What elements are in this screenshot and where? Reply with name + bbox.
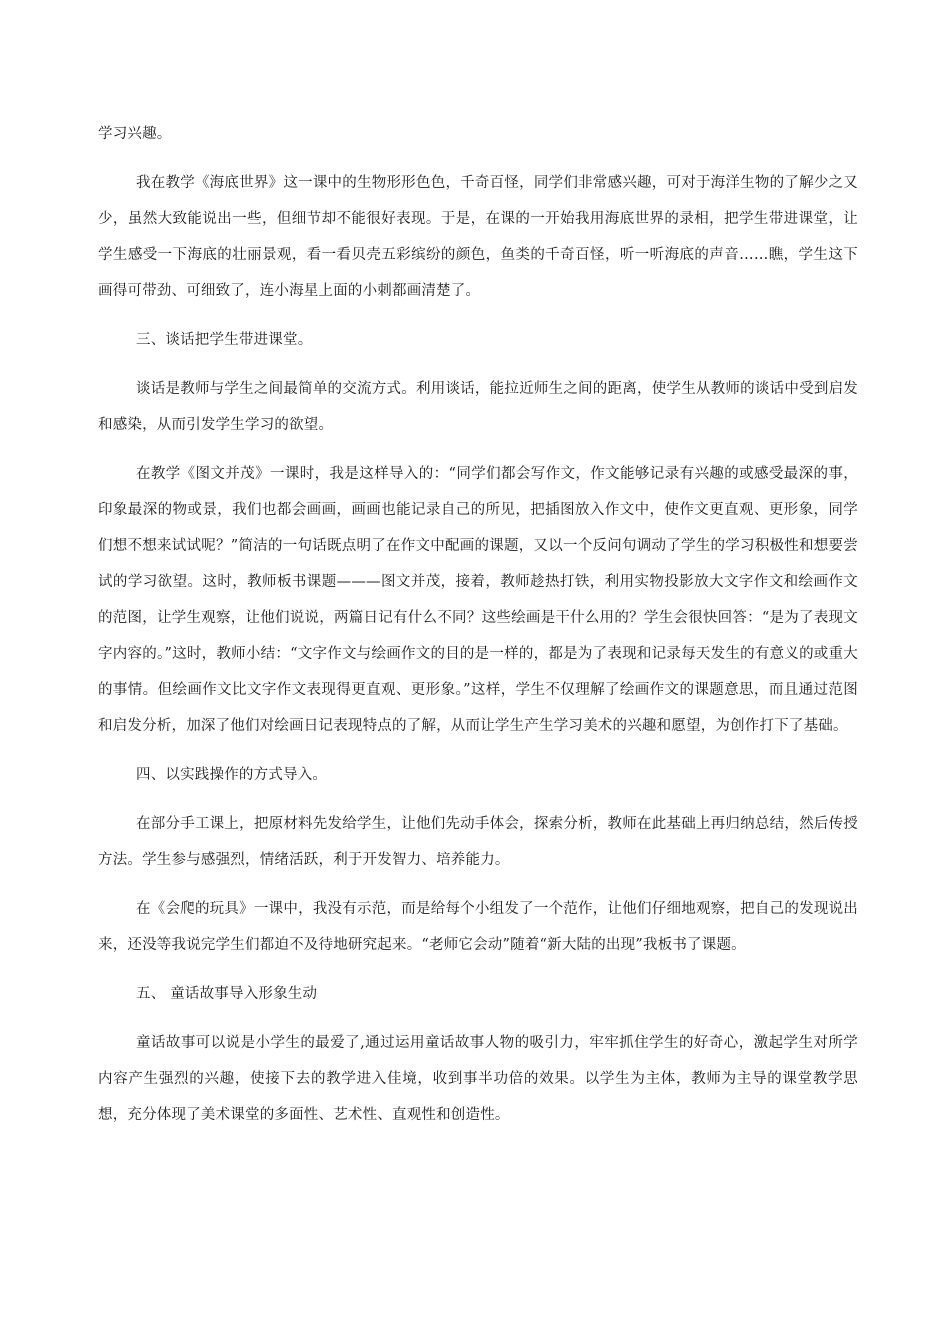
paragraph-7: 在部分手工课上，把原材料先发给学生，让他们先动手体会，探索分析，教师在此基础上再归纳总结，然后传授方法。学生参与感强烈，情绪活跃，利于开发智力、培养能力。 xyxy=(98,816,858,868)
section-heading-4: 四、以实践操作的方式导入。 xyxy=(136,767,328,783)
paragraph-4: 谈话是教师与学生之间最简单的交流方式。利用谈话，能拉近师生之间的距离，使学生从教师的谈话中受到启发和感染，从而引发学生学习的欲望。 xyxy=(98,381,858,433)
section-heading-5: 五、 童话故事导入形象生动 xyxy=(136,986,318,1002)
section-heading-3: 三、谈话把学生带进课堂。 xyxy=(136,332,313,348)
paragraph-1: 学习兴趣。 xyxy=(98,126,172,142)
paragraph-2: 我在教学《海底世界》这一课中的生物形形色色，千奇百怪，同学们非常感兴趣，可对于海洋生物的了解少之又少，虽然大致能说出一些，但细节却不能很好表现。于是，在课的一开始我用海底世界的录相，把学生带进课堂，让学生感受一下海底的壮丽景观，看一看贝壳五彩缤纷的颜色，鱼类的千奇百怪，听一听海底的声音……瞧，学生这下画得可带劲、可细致了，连小海星上面的小刺都画清楚了。 xyxy=(98,175,858,299)
paragraph-10: 童话故事可以说是小学生的最爱了,通过运用童话故事人物的吸引力，牢牢抓住学生的好奇心，激起学生对所学内容产生强烈的兴趣，使接下去的教学进入佳境，收到事半功倍的效果。以学生为主体，教师为主导的课堂教学思想，充分体现了美术课堂的多面性、艺术性、直观性和创造性。 xyxy=(98,1035,858,1123)
paragraph-5: 在教学《图文并茂》一课时，我是这样导入的：“同学们都会写作文，作文能够记录有兴趣的或感受最深的事，印象最深的物或景，我们也都会画画，画画也能记录自己的所见，把插图放入作文中，使作文更直观、更形象，同学们想不想来试试呢？”简洁的一句话既点明了在作文中配画的课题，又以一个反问句调动了学生的学习积极性和想要尝试的学习欲望。这时，教师板书课题———图文并茂，接着，教师趁热打铁，利用实物投影放大文字作文和绘画作文的范图，让学生观察，让他们说说，两篇日记有什么不同？这些绘画是干什么用的？学生会很快回答：“是为了表现文字内容的。”这时，教师小结：“文字作文与绘画作文的目的是一样的，都是为了表现和记录每天发生的有意义的或重大的事情。但绘画作文比文字作文表现得更直观、更形象。”这样，学生不仅理解了绘画作文的课题意思，而且通过范图和启发分析，加深了他们对绘画日记表现特点的了解，从而让学生产生学习美术的兴趣和愿望，为创作打下了基础。 xyxy=(98,466,858,734)
paragraph-8: 在《会爬的玩具》一课中，我没有示范，而是给每个小组发了一个范作，让他们仔细地观察，把自己的发现说出来，还没等我说完学生们都迫不及待地研究起来。“老师它会动”随着“新大陆的出现”我板书了课题。 xyxy=(98,901,858,953)
document-body xyxy=(98,116,858,1133)
